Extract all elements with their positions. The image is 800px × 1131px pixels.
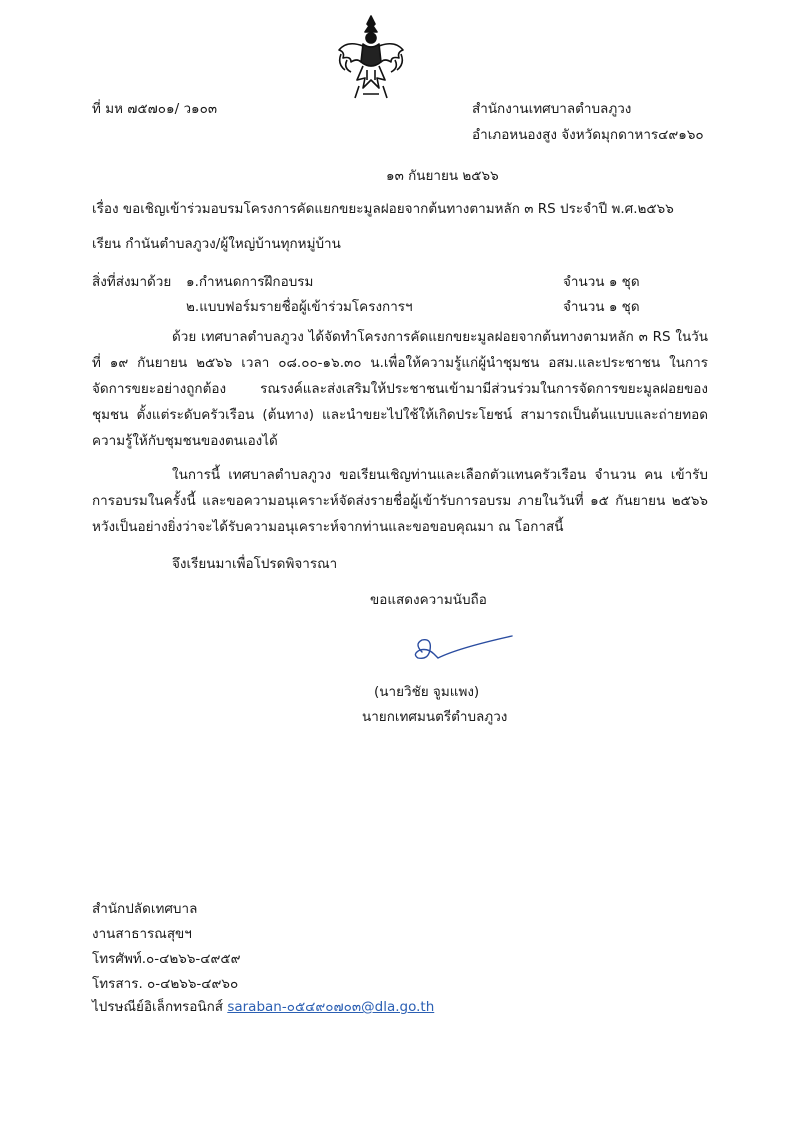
salutation: ขอแสดงความนับถือ <box>370 592 487 608</box>
footer-email-link[interactable]: saraban-๐๕๔๙๐๗๐๓@dla.go.th <box>227 999 435 1015</box>
footer-email-row <box>92 995 434 1017</box>
enclosure-qty-2: จำนวน ๑ ชุด <box>563 299 640 315</box>
footer-division: งานสาธารณสุขฯ <box>92 926 192 942</box>
footer-phone: โทรศัพท์.๐-๔๒๖๖-๔๙๕๙ <box>92 951 241 967</box>
footer-department: สำนักปลัดเทศบาล <box>92 901 198 917</box>
footer-email-label: ไปรษณีย์อิเล็กทรอนิกส์ <box>92 999 224 1015</box>
recipient-line: เรียน กำนันตำบลภูวง/ผู้ใหญ่บ้านทุกหมู่บ้าน <box>92 236 341 252</box>
enclosure-item-1: ๑.กำหนดการฝึกอบรม <box>186 274 314 290</box>
body-paragraph-1: ด้วย เทศบาลตำบลภูวง ได้จัดทำโครงการคัดแยกขยะมูลฝอยจากต้นทางตามหลัก ๓ RS ในวันที่ ๑๙ กันยายน ๒๕๖๖ เวลา ๐๘.๐๐-๑๖.๓๐ น.เพื่อให้ความรู้แก่ผู้นำชุมชน อสม.และประชาชน ในการจัดการขยะอย่างถูกต้อง รณรงค์และส่งเสริมให้ประชาชนเข้ามามีส่วนร่วมในการจัดการขยะมูลฝอยของชุมชน ตั้งแต่ระดับครัวเรือน (ต้นทาง) และนำขยะไปใช้ให้เกิดประโยชน์ สามารถเป็นต้นแบบและถ่ายทอดความรู้ให้กับชุมชนของตนเองได้ <box>92 329 708 449</box>
office-name: สำนักงานเทศบาลตำบลภูวง <box>472 101 632 117</box>
handwritten-signature <box>408 632 518 672</box>
document-number: ที่ มห ๗๕๗๐๑/ ว๑๐๓ <box>92 101 218 117</box>
footer-fax: โทรสาร. ๐-๔๒๖๖-๔๙๖๐ <box>92 976 239 992</box>
garuda-emblem <box>333 14 409 102</box>
body-paragraph-2: ในการนี้ เทศบาลตำบลภูวง ขอเรียนเชิญท่านและเลือกตัวแทนครัวเรือน จำนวน คน เข้ารับการอบรมในครั้งนี้ และขอความอนุเคราะห์จัดส่งรายชื่อผู้เข้ารับการอบรม ภายในวันที่ ๑๕ กันยายน ๒๕๖๖ หวังเป็นอย่างยิ่งว่าจะได้รับความอนุเคราะห์จากท่านและขอขอบคุณมา ณ โอกาสนี้ <box>92 467 708 535</box>
enclosure-qty-1: จำนวน ๑ ชุด <box>563 274 640 290</box>
subject-line: เรื่อง ขอเชิญเข้าร่วมอบรมโครงการคัดแยกขยะมูลฝอยจากต้นทางตามหลัก ๓ RS ประจำปี พ.ศ.๒๕๖๖ <box>92 201 674 217</box>
signatory-name: (นายวิชัย จูมแพง) <box>374 684 480 700</box>
letter-date: ๑๓ กันยายน ๒๕๖๖ <box>386 168 499 184</box>
enclosures-label: สิ่งที่ส่งมาด้วย <box>92 274 172 290</box>
office-address: อำเภอหนองสูง จังหวัดมุกดาหาร๔๙๑๖๐ <box>472 127 704 143</box>
signatory-title: นายกเทศมนตรีตำบลภูวง <box>362 709 508 725</box>
closing-request: จึงเรียนมาเพื่อโปรดพิจารณา <box>172 556 338 572</box>
enclosure-item-2: ๒.แบบฟอร์มรายชื่อผู้เข้าร่วมโครงการฯ <box>186 299 413 315</box>
